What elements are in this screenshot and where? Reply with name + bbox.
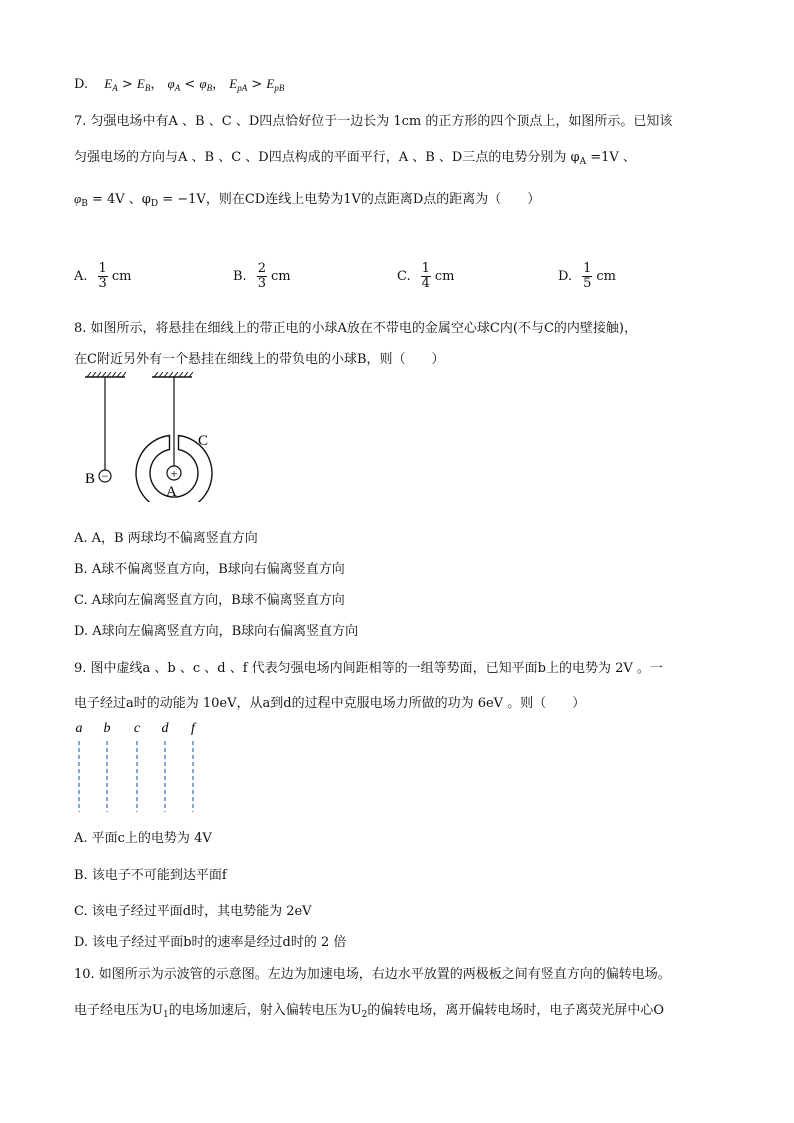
plane-label-d: d — [161, 721, 169, 736]
q9-line-2: 电子经过a时的动能为 10eV，从a到d的过程中克服电场力所做的功为 6eV 。则（ ） — [74, 696, 586, 711]
ceiling-left — [85, 372, 126, 377]
ea-symbol: E — [104, 76, 113, 91]
q7-line-1: 7. 匀强电场中有A 、B 、C 、D四点恰好位于一边长为 1cm 的正方形的四个顶点上，如图所示。已知该 — [74, 114, 673, 129]
q7-line-2: 匀强电场的方向与A 、B 、C 、D四点构成的平面平行，A 、B 、D三点的电势分别为 $\varphi_A =1V$ 、 — [74, 150, 636, 167]
q8-option-a[interactable]: A. A，B 两球均不偏离竖直方向 — [74, 531, 258, 546]
q7-option-c[interactable]: C. $\frac{1}{4}$ cm — [397, 261, 455, 291]
q8-figure — [80, 372, 230, 502]
plane-label-a: a — [75, 721, 83, 736]
plane-label-f: f — [191, 721, 195, 736]
label-c: C — [198, 433, 209, 449]
label-b: B — [85, 471, 96, 487]
q9-option-d[interactable]: D. 该电子经过平面b时的速率是经过d时的 2 倍 — [74, 935, 347, 950]
q9-option-c[interactable]: C. 该电子经过平面d时，其电势能为 2eV — [74, 904, 312, 919]
q7-option-d[interactable]: D. $\frac{1}{5}$ cm — [558, 261, 616, 291]
q10-line-2: 电子经电压为$U_1$的电场加速后，射入偏转电压为$U_2$的偏转电场，离开偏转电场时，电子离荧光屏中心O — [74, 1003, 665, 1020]
q7-option-a[interactable]: A. $\frac{1}{3}$ cm — [74, 261, 132, 291]
plane-label-b: b — [103, 721, 111, 736]
q9-option-b[interactable]: B. 该电子不可能到达平面f — [74, 868, 227, 883]
q8-line-1: 8. 如图所示，将悬挂在细线上的带正电的小球A放在不带电的金属空心球C内(不与C的内壁接触)， — [74, 321, 637, 336]
q7-option-b[interactable]: B. $\frac{2}{3}$ cm — [233, 261, 291, 291]
ball-b-charge: − — [101, 469, 109, 483]
q8-option-b[interactable]: B. A球不偏离竖直方向，B球向右偏离竖直方向 — [74, 562, 345, 577]
ceiling-right — [152, 372, 193, 377]
q7-line-3: $\varphi_B = 4V$ 、$\varphi_D = -1V$，则在CD连线上电势为1V的点距离D点的距离为（ ） — [74, 191, 541, 209]
label-a: A — [166, 484, 177, 500]
q6-option-d: D. $E_A > E_B$， $\varphi_A < \varphi_B$， $E_{pA} > E_{pB}$ — [74, 76, 285, 93]
q8-option-c[interactable]: C. A球向左偏离竖直方向，B球不偏离竖直方向 — [74, 593, 345, 608]
ball-a-charge: + — [170, 466, 178, 481]
plane-label-c: c — [133, 721, 141, 736]
q9-option-a[interactable]: A. 平面c上的电势为 4V — [74, 831, 212, 846]
q8-line-2: 在C附近另外有一个悬挂在细线上的带负电的小球B，则（ ） — [74, 352, 445, 367]
q10-line-1: 10. 如图所示为示波管的示意图。左边为加速电场，右边水平放置的两极板之间有竖直方向的偏转电场。 — [74, 967, 671, 982]
q9-figure — [70, 716, 210, 816]
q9-line-1: 9. 图中虚线a 、b 、c 、d 、f 代表匀强电场内间距相等的一组等势面，已知平面b上的电势为 2V 。一 — [74, 661, 663, 676]
q8-option-d[interactable]: D. A球向左偏离竖直方向，B球向右偏离竖直方向 — [74, 624, 359, 639]
